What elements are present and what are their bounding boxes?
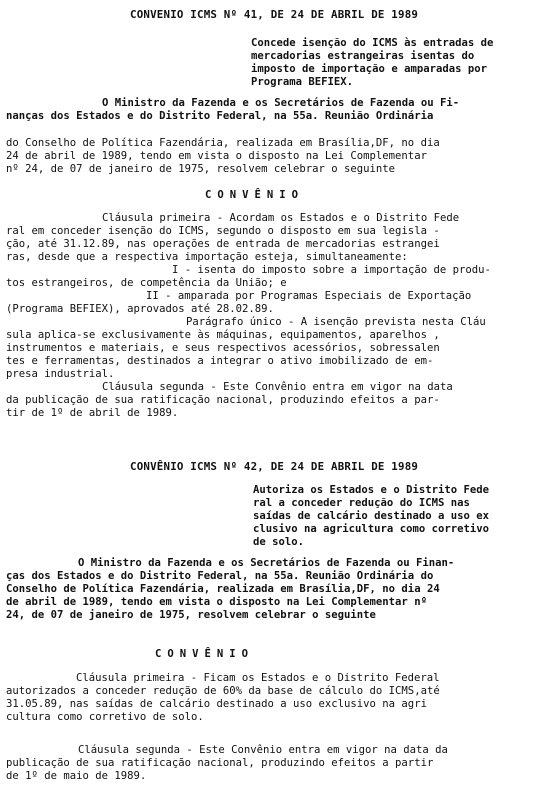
convenio-41-ementa-line: imposto de importação e amparadas por bbox=[251, 63, 487, 75]
convenio-42-clausula1-line: autorizados a conceder redução de 60% da base de cálculo do ICMS,até bbox=[6, 685, 440, 697]
convenio-42-clausula2-line: de 1º de maio de 1989. bbox=[6, 770, 147, 782]
convenio-42-clausula1-line: cultura como corretivo de solo. bbox=[6, 711, 204, 723]
convenio-41-clausula1-line: I - isenta do imposto sobre a importação de produ- bbox=[172, 264, 491, 276]
convenio-42-clausula1-line: Cláusula primeira - Ficam os Estados e o Distrito Federal bbox=[76, 672, 440, 684]
convenio-41-clausula1-line: sula aplica-se exclusivamente às máquinas, equipamentos, aparelhos , bbox=[6, 329, 440, 341]
convenio-42-title: CONVÊNIO ICMS Nº 42, DE 24 DE ABRIL DE 1989 bbox=[130, 460, 419, 473]
convenio-41-heading: CONVÊNIO bbox=[205, 189, 305, 201]
convenio-41-ementa-line: Programa BEFIEX. bbox=[251, 76, 354, 88]
convenio-41-clausula1-line: tos estrangeiros, de competência da União; e bbox=[6, 277, 287, 289]
convenio-41-ementa-line: Concede isenção do ICMS às entradas de bbox=[251, 37, 494, 49]
convenio-41-preamble-line: do Conselho de Política Fazendária, realizada em Brasília,DF, no dia bbox=[6, 137, 440, 149]
convenio-42-preamble-line: ças dos Estados e do Distrito Federal, na 55a. Reunião Ordinária do bbox=[6, 570, 434, 582]
convenio-41-clausula1-line: tes e ferramentas, destinados a integrar o ativo imobilizado de em- bbox=[6, 355, 434, 367]
convenio-42-preamble-line: 24, de 07 de janeiro de 1975, resolvem celebrar o seguinte bbox=[6, 609, 376, 621]
convenio-41-clausula1-line: instrumentos e materiais, e seus respectivos acessórios, sobressalen bbox=[6, 342, 440, 354]
convenio-42-ementa-line: de solo. bbox=[253, 536, 305, 548]
convenio-41-clausula1-line: ção, até 31.12.89, nas operações de entrada de mercadorias estrangei bbox=[6, 238, 440, 250]
convenio-41-clausula1-line: Parágrafo único - A isenção prevista nesta Cláu bbox=[186, 316, 486, 328]
convenio-42-ementa-line: Autoriza os Estados e o Distrito Fede bbox=[253, 484, 489, 496]
convenio-41-clausula1-line: ras, desde que a respectiva importação esteja, simultaneamente: bbox=[6, 251, 408, 263]
convenio-42-preamble-line: O Ministro da Fazenda e os Secretários de Fazenda ou Finan- bbox=[78, 557, 455, 569]
convenio-41-preamble-line: O Ministro da Fazenda e os Secretários de Fazenda ou Fi- bbox=[102, 97, 460, 109]
convenio-42-clausula1-line: 31.05.89, nas saídas de calcário destinado a uso exclusivo na agri bbox=[6, 698, 427, 710]
convenio-41-clausula2-line: Cláusula segunda - Este Convênio entra em vigor na data bbox=[102, 381, 453, 393]
convenio-42-ementa-line: ral a conceder redução do ICMS nas bbox=[253, 497, 470, 509]
convenio-41-preamble-line: nanças dos Estados e do Distrito Federal, na 55a. Reunião Ordinária bbox=[6, 110, 434, 122]
convenio-42-preamble-line: Conselho de Política Fazendária, realizada em Brasília,DF, no dia 24 bbox=[6, 583, 440, 595]
convenio-41-clausula1-line: presa industrial. bbox=[6, 368, 115, 380]
convenio-41-preamble-line: 24 de abril de 1989, tendo em vista o disposto na Lei Complementar bbox=[6, 150, 427, 162]
convenio-41-clausula1-line: (Programa BEFIEX), aprovados até 28.02.89. bbox=[6, 303, 274, 315]
convenio-41-clausula2-line: da publicação de sua ratificação nacional, produzindo efeitos a par- bbox=[6, 394, 440, 406]
convenio-41-clausula1-line: Cláusula primeira - Acordam os Estados e o Distrito Fede bbox=[102, 212, 460, 224]
convenio-41-clausula1-line: II - amparada por Programas Especiais de Exportação bbox=[146, 290, 472, 302]
convenio-42-ementa-line: clusivo na agricultura como corretivo bbox=[253, 523, 489, 535]
convenio-41-ementa-line: mercadorias estrangeiras isentas do bbox=[251, 50, 475, 62]
convenio-42-preamble-line: de abril de 1989, tendo em vista o disposto na Lei Complementar nº bbox=[6, 596, 427, 608]
convenio-42-clausula2-line: Cláusula segunda - Este Convênio entra em vigor na data da bbox=[78, 744, 448, 756]
convenio-42-ementa-line: saídas de calcário destinado a uso ex bbox=[253, 510, 489, 522]
convenio-41-title: CONVENIO ICMS Nº 41, DE 24 DE ABRIL DE 1989 bbox=[130, 8, 419, 21]
convenio-42-clausula2-line: publicação de sua ratificação nacional, produzindo efeitos a partir bbox=[6, 757, 434, 769]
convenio-41-clausula1-line: ral em conceder isenção do ICMS, segundo o disposto em sua legisla - bbox=[6, 225, 440, 237]
convenio-41-clausula2-line: tir de 1º de abril de 1989. bbox=[6, 407, 179, 419]
convenio-41-preamble-line: nº 24, de 07 de janeiro de 1975, resolvem celebrar o seguinte bbox=[6, 163, 396, 175]
convenio-42-heading: CONVÊNIO bbox=[155, 648, 255, 660]
